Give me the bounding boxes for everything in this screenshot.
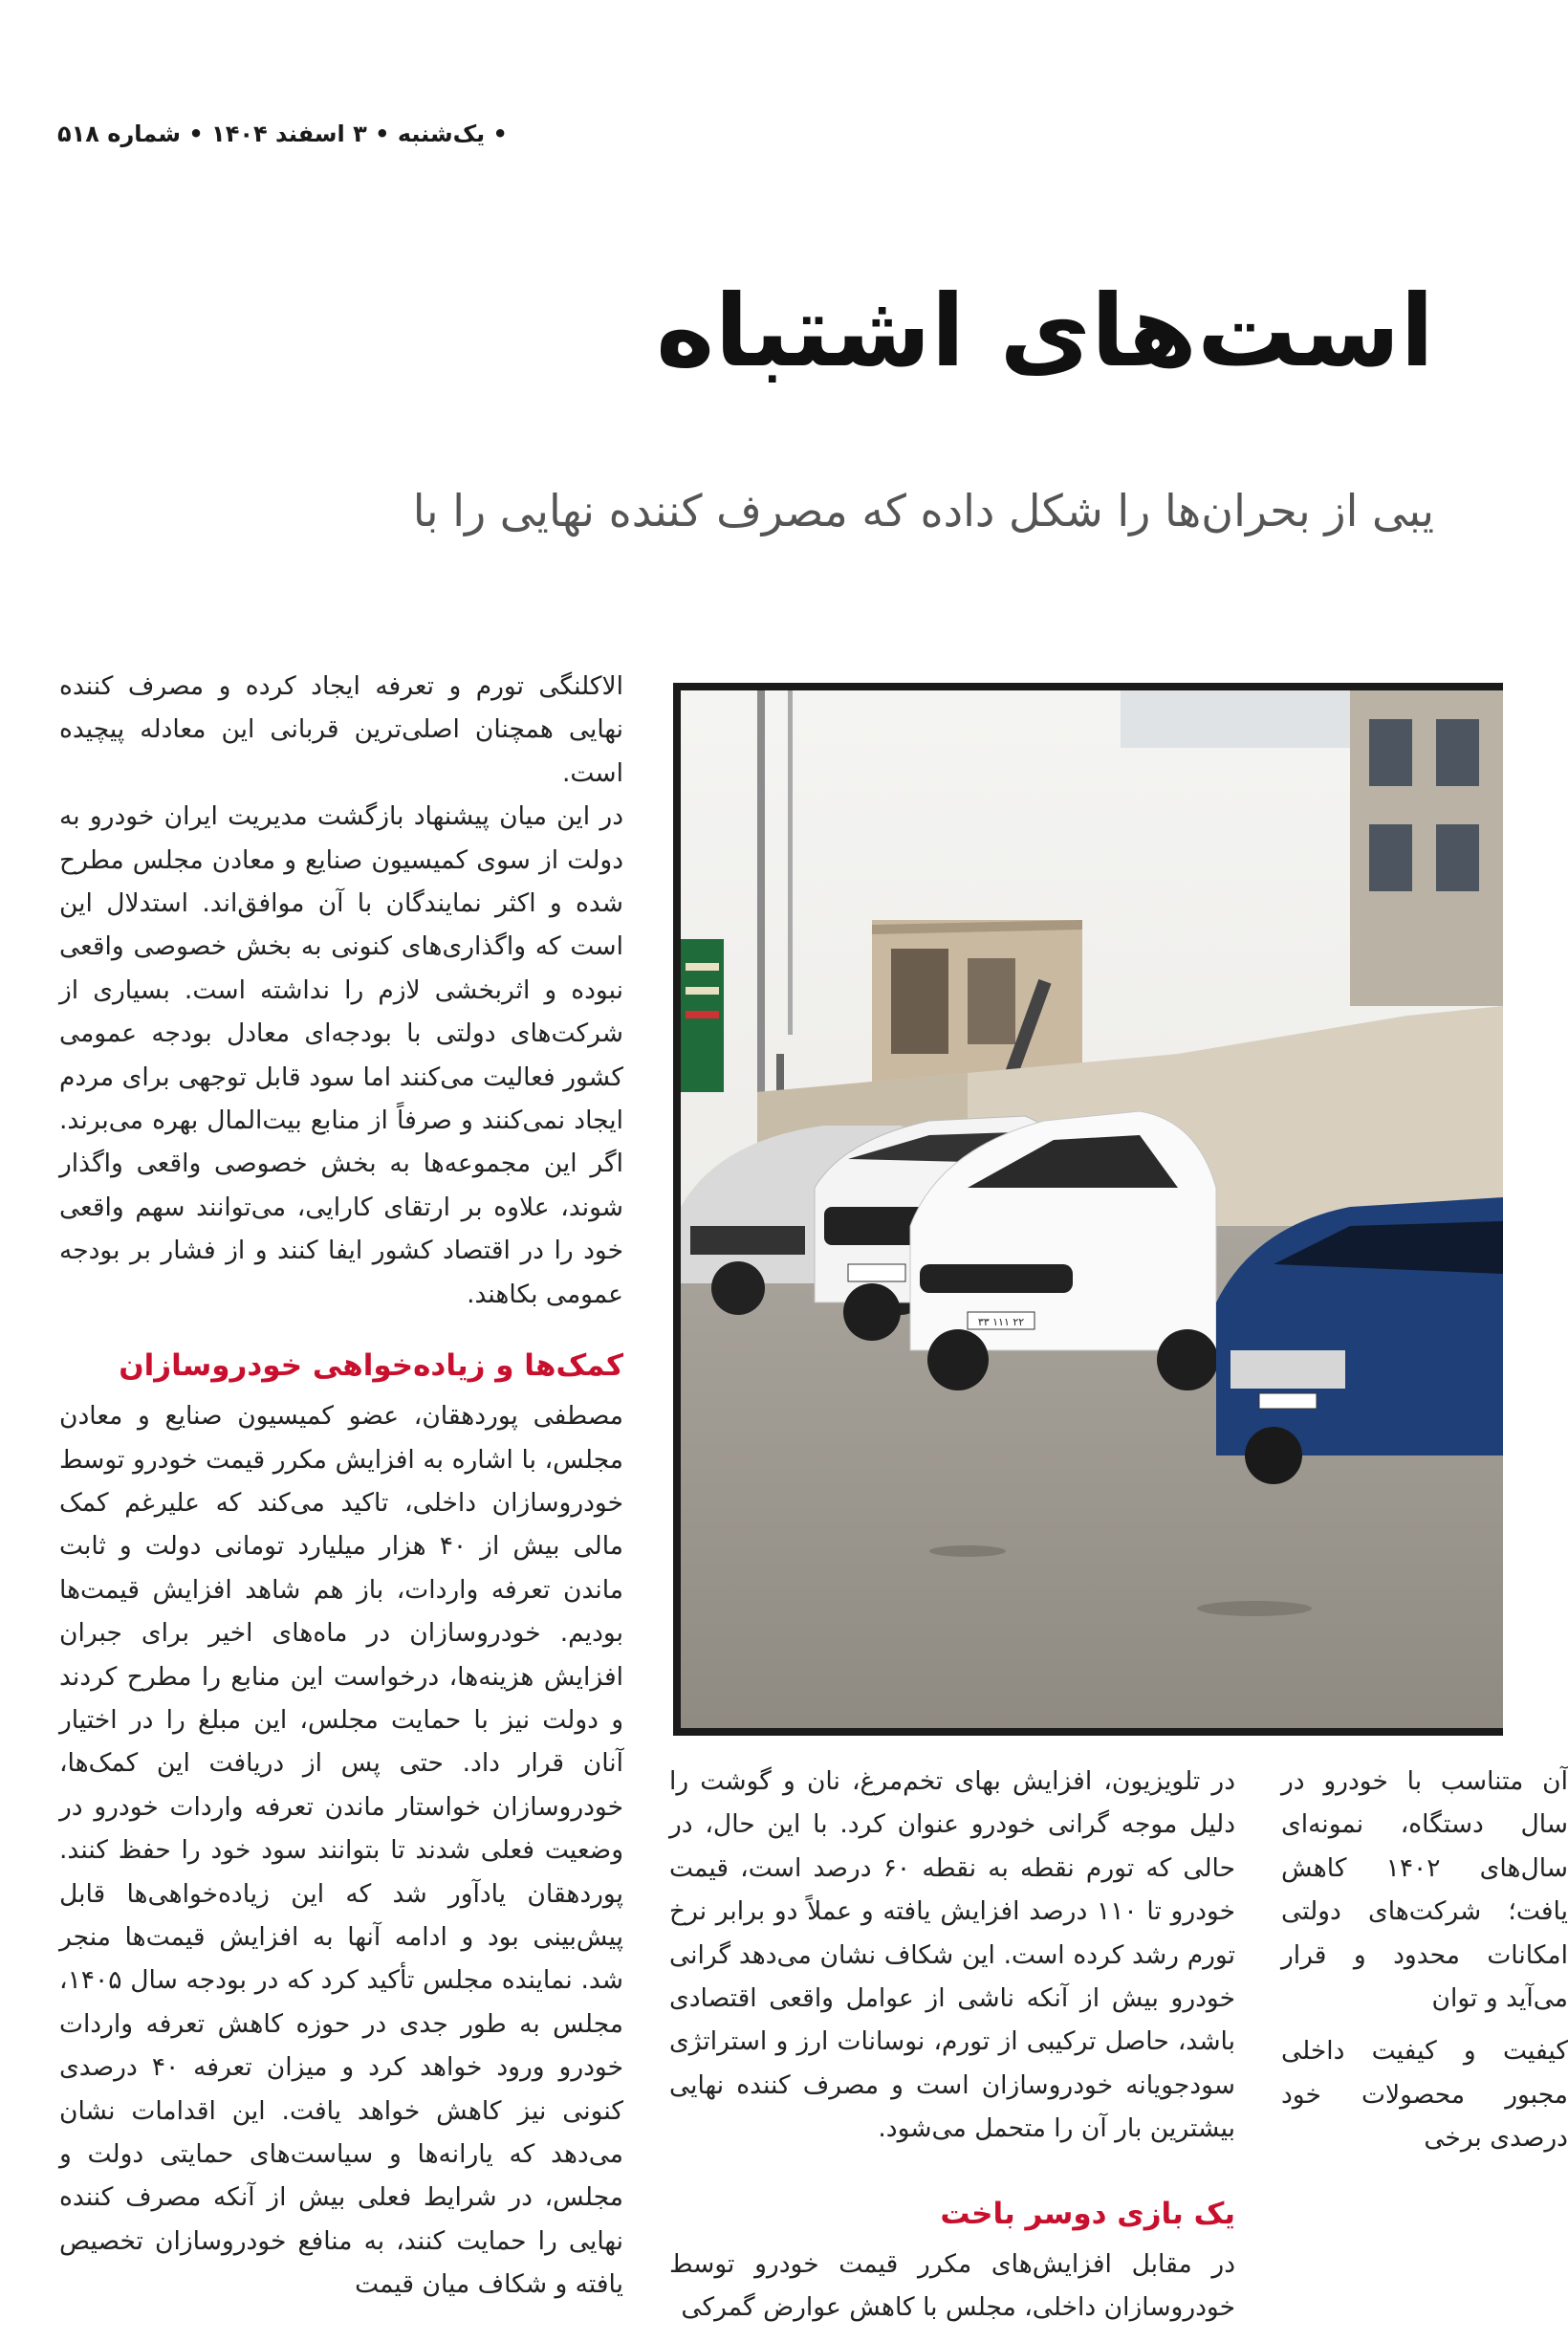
- section-heading: کمک‌ها و زیاده‌خواهی خودروسازان: [119, 1348, 623, 1384]
- paragraph: مصطفی پوردهقان، عضو کمیسیون صنایع و معادن مجلس، با اشاره به افزایش مکرر قیمت خودرو توسط خودروسازان داخلی، تاکید می‌کند که علیرغم کمک مالی بیش از ۴۰ هزار میلیارد تومانی دولت و ثابت ماندن تعرفه واردات، باز هم شاهد افزایش قیمت‌ها بودیم. خودروسازان در ماه‌های اخیر برای جبران افزایش هزینه‌ها، درخواست این منابع را مطرح کردند و دولت نیز با حمایت مجلس، این مبلغ را در اختیار آنان قرار داد. حتی پس از دریافت این کمک‌ها، خودروسازان خواستار ماندن تعرفه واردات خودرو در وضعیت فعلی شدند تا بتوانند سود خود را حفظ کنند. پوردهقان یادآور شد که این زیاده‌خواهی‌ها قابل پیش‌بینی بود و ادامه آنها به افزایش قیمت‌ها منجر شد. نماینده مجلس تأکید کرد که در بودجه سال ۱۴۰۵، مجلس به طور جدی در حوزه کاهش تعرفه واردات خودرو ورود خواهد کرد و میزان تعرفه ۴۰ درصدی کنونی نیز کاهش خواهد یافت. این اقدامات نشان می‌دهد که یارانه‌ها و سیاست‌های حمایتی دولت و مجلس، در شرایط فعلی بیش از آنکه مصرف کننده نهایی را حمایت کنند، به منافع خودروسازان تخصیص یافته و شکاف میان قیمت: [59, 1401, 623, 2300]
- paragraph: کیفیت و کیفیت داخلی مجبور محصولات خود درصدی برخی: [1281, 2036, 1568, 2154]
- photo-parked-cars-icon: [681, 690, 1503, 1728]
- article-headline: است‌های اشتباه: [656, 273, 1434, 389]
- paragraph: الاکلنگی تورم و تعرفه ایجاد کرده و مصرف کننده نهایی همچنان اصلی‌ترین قربانی این معادله پیچیده است.: [59, 671, 623, 788]
- article-subhead: یبی از بحران‌ها را شکل داده که مصرف کننده نهایی را با: [412, 485, 1434, 536]
- paragraph: در این میان پیشنهاد بازگشت مدیریت ایران خودرو به دولت از سوی کمیسیون صنایع و معادن مجلس مطرح شده و اکثر نمایندگان با آن موافق‌اند. استدلال این است که واگذاری‌های کنونی به بخش خصوصی واقعی نبوده و اثربخشی لازم را نداشته است. بسیاری از شرکت‌های دولتی با بودجه‌ای معادل بودجه عمومی کشور فعالیت می‌کنند اما سود قابل توجهی برای مردم ایجاد نمی‌کنند و صرفاً از منابع بیت‌المال بهره می‌برند. اگر این مجموعه‌ها به بخش خصوصی واقعی واگذار شوند، علاوه بر ارتقای کارایی، می‌توانند سهم واقعی خود را در اقتصاد کشور ایفا کنند و از فشار بر بودجه عمومی بکاهند.: [59, 801, 623, 1309]
- middle-text-column: [669, 1760, 1235, 2342]
- license-plate: ۳۳ ۱۱۱ ۲۲: [977, 1316, 1025, 1328]
- left-text-column: [59, 665, 623, 2342]
- paragraph: آن متناسب با خودرو در سال دستگاه، نمونه‌ای سال‌های ۱۴۰۲ کاهش یافت؛ شرکت‌های دولتی امکانات محدود و قرار می‌آید و توان: [1281, 1766, 1568, 2014]
- article-photo: [673, 683, 1503, 1736]
- section-heading: یک بازی دوسر باخت: [940, 2196, 1235, 2231]
- paragraph: در مقابل افزایش‌های مکرر قیمت خودرو توسط خودروسازان داخلی، مجلس با کاهش عوارض گمرکی: [669, 2248, 1235, 2323]
- paragraph: در تلویزیون، افزایش بهای تخم‌مرغ، نان و گوشت را دلیل موجه گرانی خودرو عنوان کرد. با این حال، در حالی که تورم نقطه به نقطه ۶۰ درصد است، قیمت خودرو تا ۱۱۰ درصد افزایش یافته و عملاً دو برابر نرخ تورم رشد کرده است. این شکاف نشان می‌دهد گرانی خودرو بیش از آنکه ناشی از عوامل واقعی اقتصادی باشد، حاصل ترکیبی از تورم، نوسانات ارز و استراتژی سودجویانه خودروسازان است و مصرف کننده نهایی بیشترین بار آن را متحمل می‌شود.: [669, 1766, 1236, 2144]
- right-text-column: [1281, 1760, 1568, 2342]
- issue-date-line: • یک‌شنبه • ۳ اسفند ۱۴۰۴ • شماره ۵۱۸: [57, 120, 508, 147]
